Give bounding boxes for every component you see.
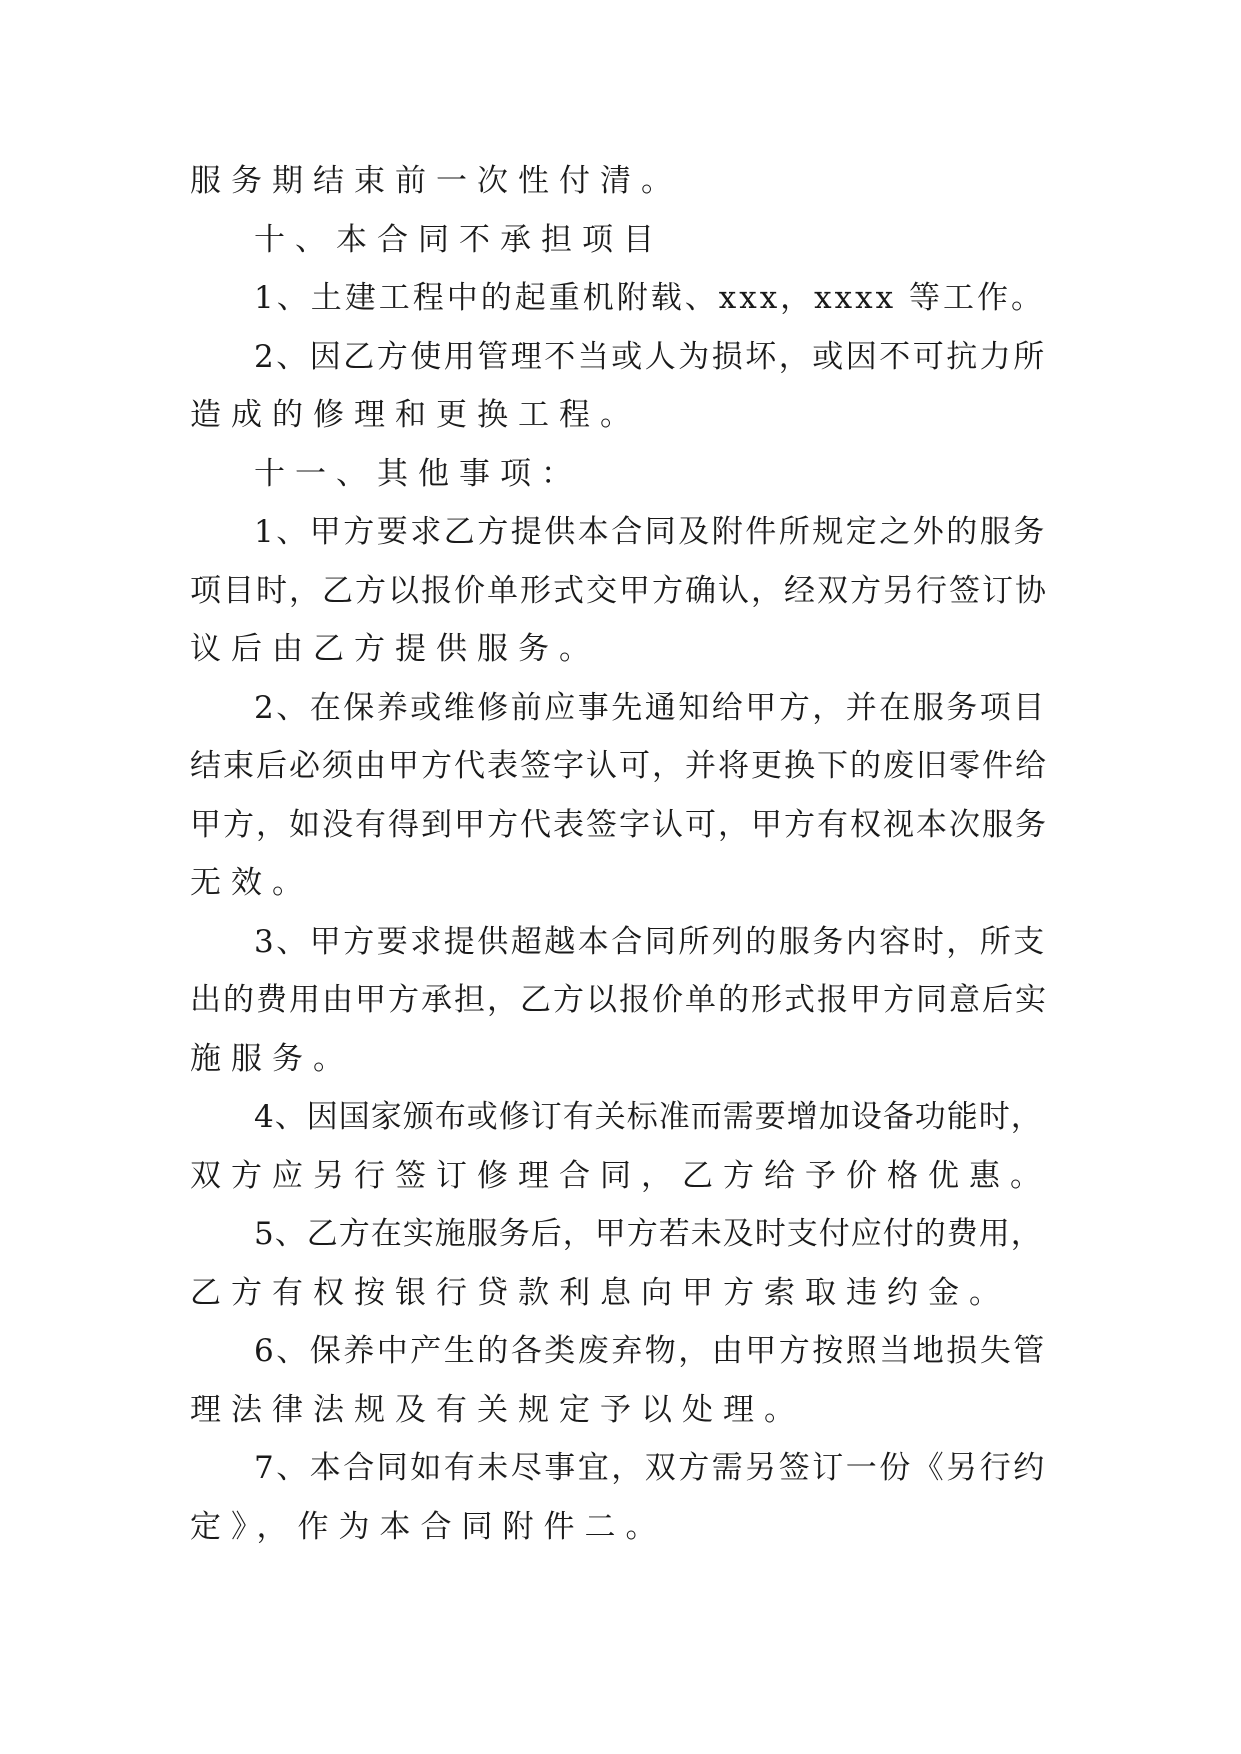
section-heading-10: 十、本合同不承担项目 xyxy=(254,221,664,258)
paragraph-line: 造成的修理和更换工程。 xyxy=(190,397,641,433)
paragraph-line: 无效。 xyxy=(190,865,313,901)
paragraph-line: 2、因乙方使用管理不当或人为损坏，或因不可抗力所 xyxy=(254,338,1047,375)
paragraph-line: 7、本合同如有未尽事宜，双方需另签订一份《另行约 xyxy=(254,1450,1047,1486)
paragraph-line: 乙方有权按银行贷款利息向甲方索取违约金。 xyxy=(190,1274,1010,1311)
paragraph-line: 4、因国家颁布或修订有关标准而需要增加设备功能时， xyxy=(254,1099,1043,1135)
paragraph-line: 理法律法规及有关规定予以处理。 xyxy=(190,1391,805,1428)
paragraph-line: 议后由乙方提供服务。 xyxy=(190,631,600,667)
paragraph-line: 施服务。 xyxy=(190,1040,354,1077)
paragraph-line: 结束后必须由甲方代表签字认可，并将更换下的废旧零件给 xyxy=(190,748,1048,784)
paragraph-line: 3、甲方要求提供超越本合同所列的服务内容时，所支 xyxy=(254,923,1047,960)
paragraph-line: 2、在保养或维修前应事先通知给甲方，并在服务项目 xyxy=(254,689,1047,726)
paragraph-line: 1、甲方要求乙方提供本合同及附件所规定之外的服务 xyxy=(254,514,1047,550)
section-heading-11: 十一、其他事项： xyxy=(254,455,582,492)
paragraph-line: 1、土建工程中的起重机附载、xxx，xxxx 等工作。 xyxy=(254,280,1045,316)
paragraph-line: 服务期结束前一次性付清。 xyxy=(190,163,682,199)
paragraph-line: 双方应另行签订修理合同，乙方给予价格优惠。 xyxy=(190,1157,1051,1194)
paragraph-line: 甲方，如没有得到甲方代表签字认可，甲方有权视本次服务 xyxy=(190,806,1048,843)
paragraph-line: 项目时，乙方以报价单形式交甲方确认，经双方另行签订协 xyxy=(190,572,1048,609)
paragraph-line: 6、保养中产生的各类废弃物，由甲方按照当地损失管 xyxy=(254,1333,1047,1369)
paragraph-line: 出的费用由甲方承担，乙方以报价单的形式报甲方同意后实 xyxy=(190,982,1048,1018)
paragraph-line: 定》，作为本合同附件二。 xyxy=(190,1508,667,1545)
document-page xyxy=(190,152,1052,1556)
paragraph-line: 5、乙方在实施服务后，甲方若未及时支付应付的费用， xyxy=(254,1216,1043,1252)
